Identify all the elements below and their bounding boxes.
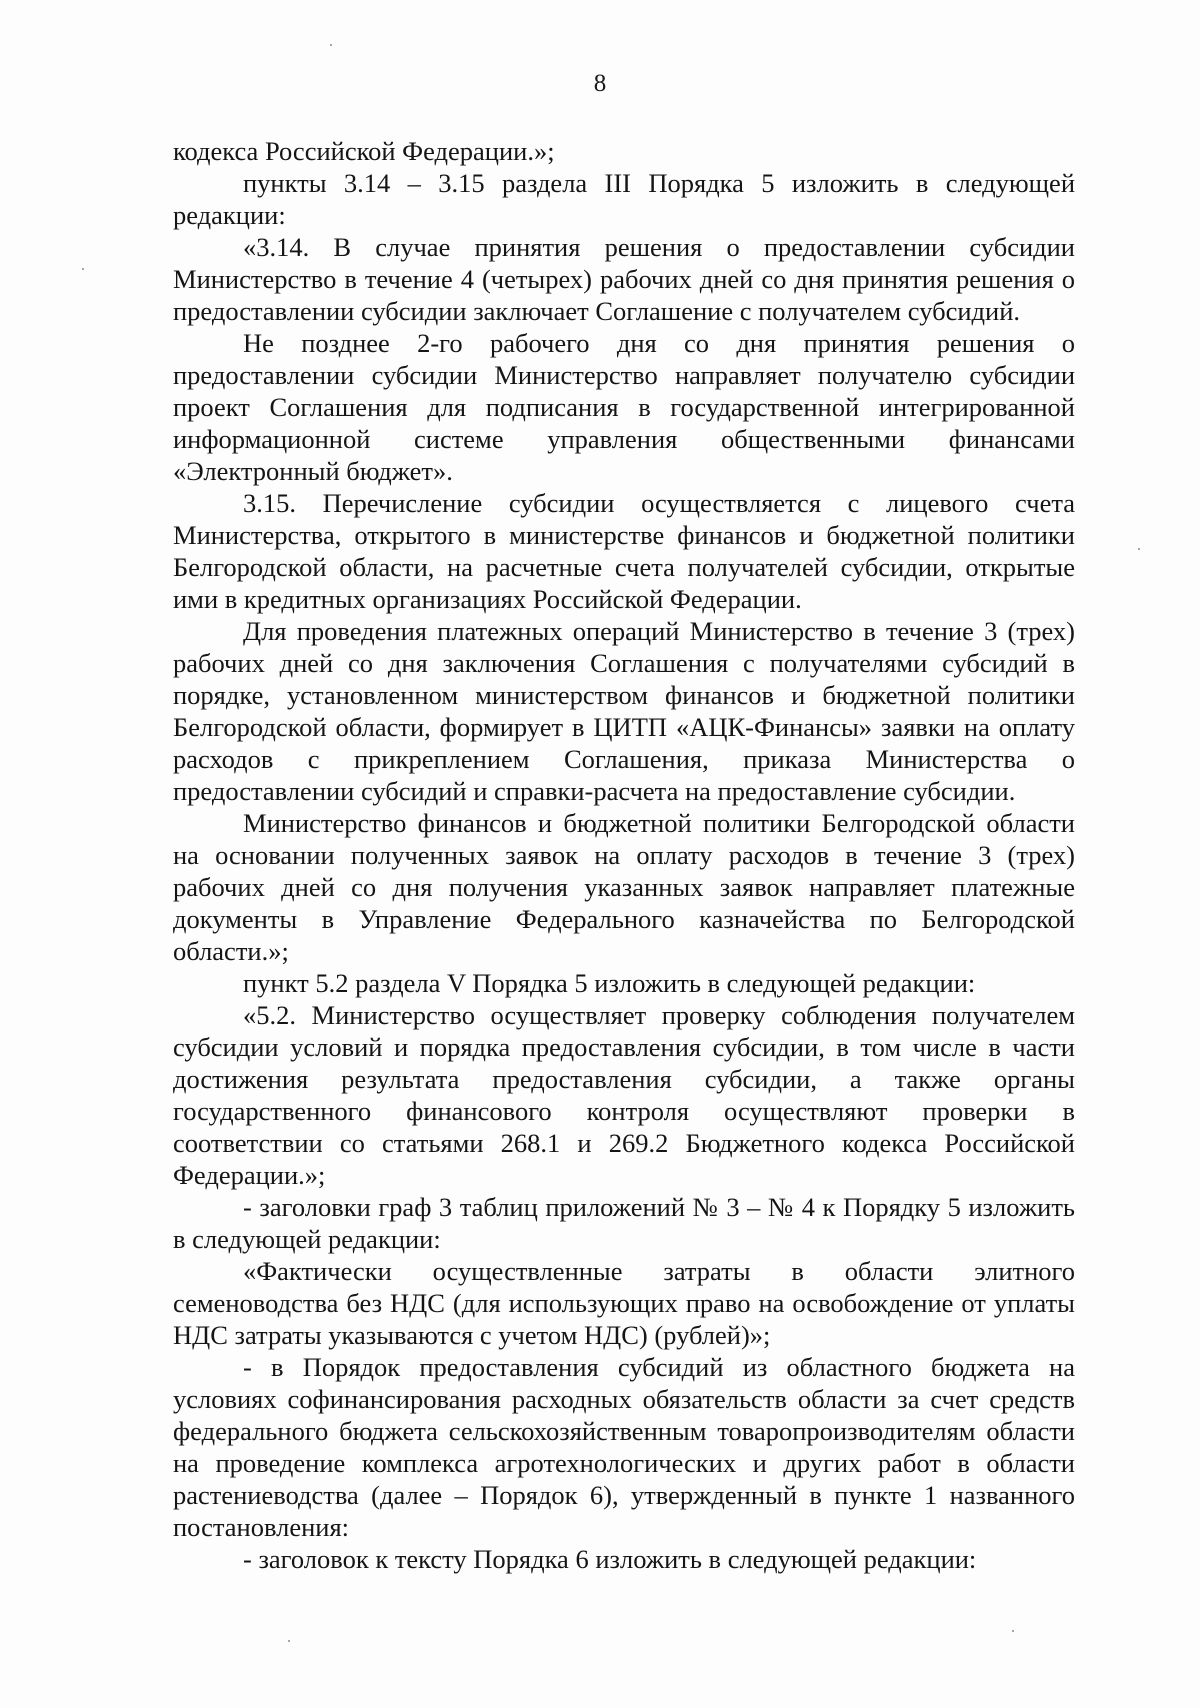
paragraph-amend-3-14-3-15: пункты 3.14 – 3.15 раздела III Порядка 5 изложить в следующей редакции: xyxy=(173,168,1075,230)
paragraph-procedure-6: - в Порядок предоставления субсидий из областного бюджета на условиях софинансирования расходных обязательств области за счет средств федерального бюджета сельскохозяйственным товаропроизводителям области на проведение комплекса агротехнологических и других работ в области растениеводства (далее – Порядок 6), утвержденный в пункте 1 названного постановления: xyxy=(173,1352,1075,1542)
paragraph-3-14-agreement-draft: Не позднее 2-го рабочего дня со дня принятия решения о предоставлении субсидии Министерство направляет получателю субсидии проект Соглашения для подписания в государственной интегрированной информационной системе управления общественными финансами «Электронный бюджет». xyxy=(173,328,1075,486)
document-body xyxy=(173,135,1075,1575)
paragraph-amend-5-2: пункт 5.2 раздела V Порядка 5 изложить в следующей редакции: xyxy=(243,968,976,998)
scan-speck xyxy=(82,268,84,270)
paragraph-procedure-6-title: - заголовок к тексту Порядка 6 изложить в следующей редакции: xyxy=(243,1544,977,1574)
paragraph-column-header-text: «Фактически осуществленные затраты в области элитного семеноводства без НДС (для использующих право на освобождение от уплаты НДС затраты указываются с учетом НДС) (рублей)»; xyxy=(173,1256,1075,1350)
paragraph-finance-ministry: Министерство финансов и бюджетной политики Белгородской области на основании полученных заявок на оплату расходов в течение 3 (трех) рабочих дней со дня получения указанных заявок направляет платежные документы в Управление Федерального казначейства по Белгородской области.»; xyxy=(173,808,1075,966)
scan-speck xyxy=(330,44,332,46)
scan-speck xyxy=(1138,548,1140,550)
paragraph-3-15: 3.15. Перечисление субсидии осуществляется с лицевого счета Министерства, открытого в министерстве финансов и бюджетной политики Белгородской области, на расчетные счета получателей субсидии, открытые ими в кредитных организациях Российской Федерации. xyxy=(173,488,1075,614)
scan-speck xyxy=(288,1640,290,1642)
page-number: 8 xyxy=(593,70,607,97)
paragraph-3-14: «3.14. В случае принятия решения о предоставлении субсидии Министерство в течение 4 (четырех) рабочих дней со дня принятия решения о предоставлении субсидии заключает Соглашение с получателем субсидий. xyxy=(173,232,1075,326)
paragraph-payment-operations: Для проведения платежных операций Министерство в течение 3 (трех) рабочих дней со дня заключения Соглашения с получателями субсидий в порядке, установленном министерством финансов и бюджетной политики Белгородской области, формирует в ЦИТП «АЦК-Финансы» заявки на оплату расходов с прикреплением Соглашения, приказа Министерства о предоставлении субсидий и справки-расчета на предоставление субсидии. xyxy=(173,616,1075,806)
scan-speck xyxy=(1012,1630,1014,1632)
paragraph-column-headers: - заголовки граф 3 таблиц приложений № 3 – № 4 к Порядку 5 изложить в следующей редакции: xyxy=(173,1192,1075,1254)
paragraph-continuation: кодекса Российской Федерации.»; xyxy=(173,136,555,166)
paragraph-5-2: «5.2. Министерство осуществляет проверку соблюдения получателем субсидии условий и порядка предоставления субсидии, в том числе в части достижения результата предоставления субсидии, а также органы государственного финансового контроля осуществляют проверки в соответствии со статьями 268.1 и 269.2 Бюджетного кодекса Российской Федерации.»; xyxy=(173,1000,1075,1190)
